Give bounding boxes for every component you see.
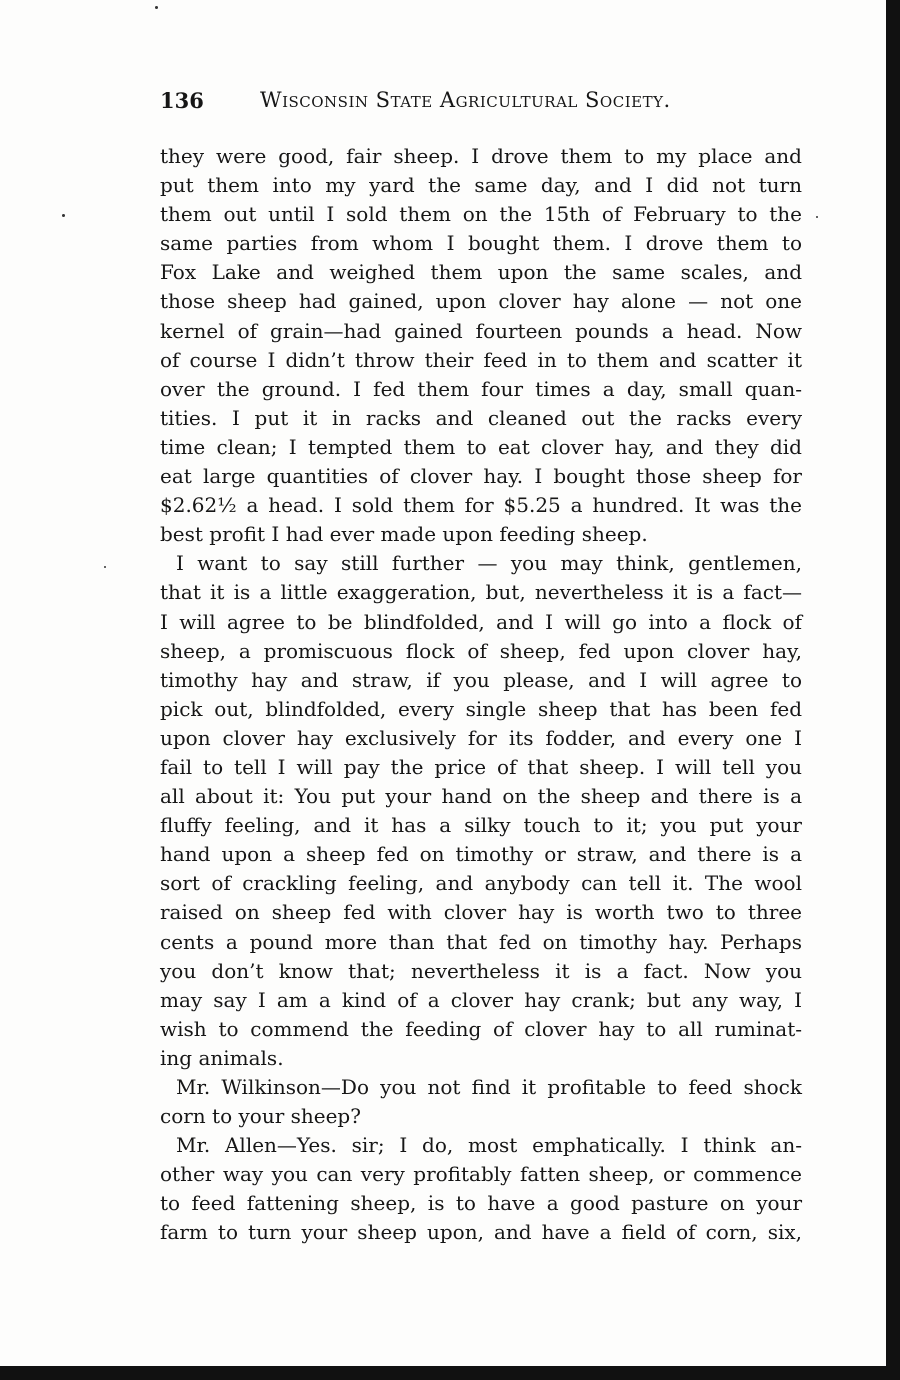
scan-speck — [104, 566, 106, 568]
body-text — [160, 142, 802, 1248]
text-line: cents a pound more than that fed on timothy hay. Perhaps — [160, 929, 802, 954]
text-line: you don’t know that; nevertheless it is a fact. Now you — [160, 958, 802, 983]
paragraph — [160, 1131, 802, 1247]
text-line: all about it: You put your hand on the sheep and there is a — [160, 784, 802, 809]
scan-speck — [62, 214, 65, 217]
text-line: kernel of grain—had gained fourteen pounds a head. Now — [160, 318, 802, 343]
paragraph — [160, 549, 802, 1073]
text-line: time clean; I tempted them to eat clover hay, and they did — [160, 434, 802, 459]
text-line: fail to tell I will pay the price of that sheep. I will tell you — [160, 754, 802, 779]
scan-border-right — [886, 0, 900, 1380]
running-title: Wisconsin State Agricultural Society. — [260, 88, 671, 112]
text-line: I will agree to be blindfolded, and I will go into a flock of — [160, 609, 802, 634]
text-line: farm to turn your sheep upon, and have a field of corn, six, — [160, 1220, 802, 1245]
text-line: to feed fattening sheep, is to have a good pasture on your — [160, 1191, 802, 1216]
text-line: eat large quantities of clover hay. I bought those sheep for — [160, 464, 802, 489]
text-line: of course I didn’t throw their feed in to them and scatter it — [160, 347, 802, 372]
scan-speck — [816, 216, 818, 218]
text-line: put them into my yard the same day, and I did not turn — [160, 173, 802, 198]
paragraph — [160, 142, 802, 549]
text-line: sheep, a promiscuous flock of sheep, fed upon clover hay, — [160, 638, 802, 663]
text-line: best profit I had ever made upon feeding sheep. — [160, 522, 648, 547]
text-line: they were good, fair sheep. I drove them to my place and — [160, 144, 802, 168]
text-line: fluffy feeling, and it has a silky touch to it; you put your — [160, 813, 802, 838]
page-header — [160, 88, 810, 118]
text-line: upon clover hay exclusively for its fodder, and every one I — [160, 725, 802, 750]
text-line: those sheep had gained, upon clover hay alone — not one — [160, 289, 802, 314]
text-line: pick out, blindfolded, every single sheep that has been fed — [160, 696, 802, 721]
text-line: same parties from whom I bought them. I drove them to — [160, 231, 802, 256]
text-line: over the ground. I fed them four times a day, small quan- — [160, 376, 802, 401]
text-line: Mr. Allen—Yes. sir; I do, most emphatically. I think an- — [176, 1133, 802, 1158]
text-line: corn to your sheep? — [160, 1104, 361, 1129]
text-line: ing animals. — [160, 1045, 284, 1070]
text-line: Mr. Wilkinson—Do you not find it profitable to feed shock — [176, 1075, 802, 1099]
text-line: Fox Lake and weighed them upon the same scales, and — [160, 260, 802, 285]
text-line: timothy hay and straw, if you please, and I will agree to — [160, 667, 802, 692]
text-line: tities. I put it in racks and cleaned out the racks every — [160, 405, 802, 430]
page-number: 136 — [160, 88, 204, 113]
text-line: may say I am a kind of a clover hay crank; but any way, I — [160, 987, 802, 1012]
text-line: wish to commend the feeding of clover hay to all ruminat- — [160, 1016, 802, 1041]
text-line: them out until I sold them on the 15th of February to the — [160, 202, 802, 227]
text-line: $2.62½ a head. I sold them for $5.25 a hundred. It was the — [160, 493, 802, 518]
text-line: other way you can very profitably fatten sheep, or commence — [160, 1162, 802, 1187]
text-line: I want to say still further — you may think, gentlemen, — [176, 551, 802, 576]
scan-speck — [155, 6, 158, 9]
text-line: hand upon a sheep fed on timothy or straw, and there is a — [160, 842, 802, 867]
paragraph — [160, 1073, 802, 1131]
text-line: raised on sheep fed with clover hay is worth two to three — [160, 900, 802, 925]
text-line: that it is a little exaggeration, but, nevertheless it is a fact— — [160, 580, 802, 605]
text-line: sort of crackling feeling, and anybody can tell it. The wool — [160, 871, 802, 896]
scan-border-bottom — [0, 1366, 900, 1380]
